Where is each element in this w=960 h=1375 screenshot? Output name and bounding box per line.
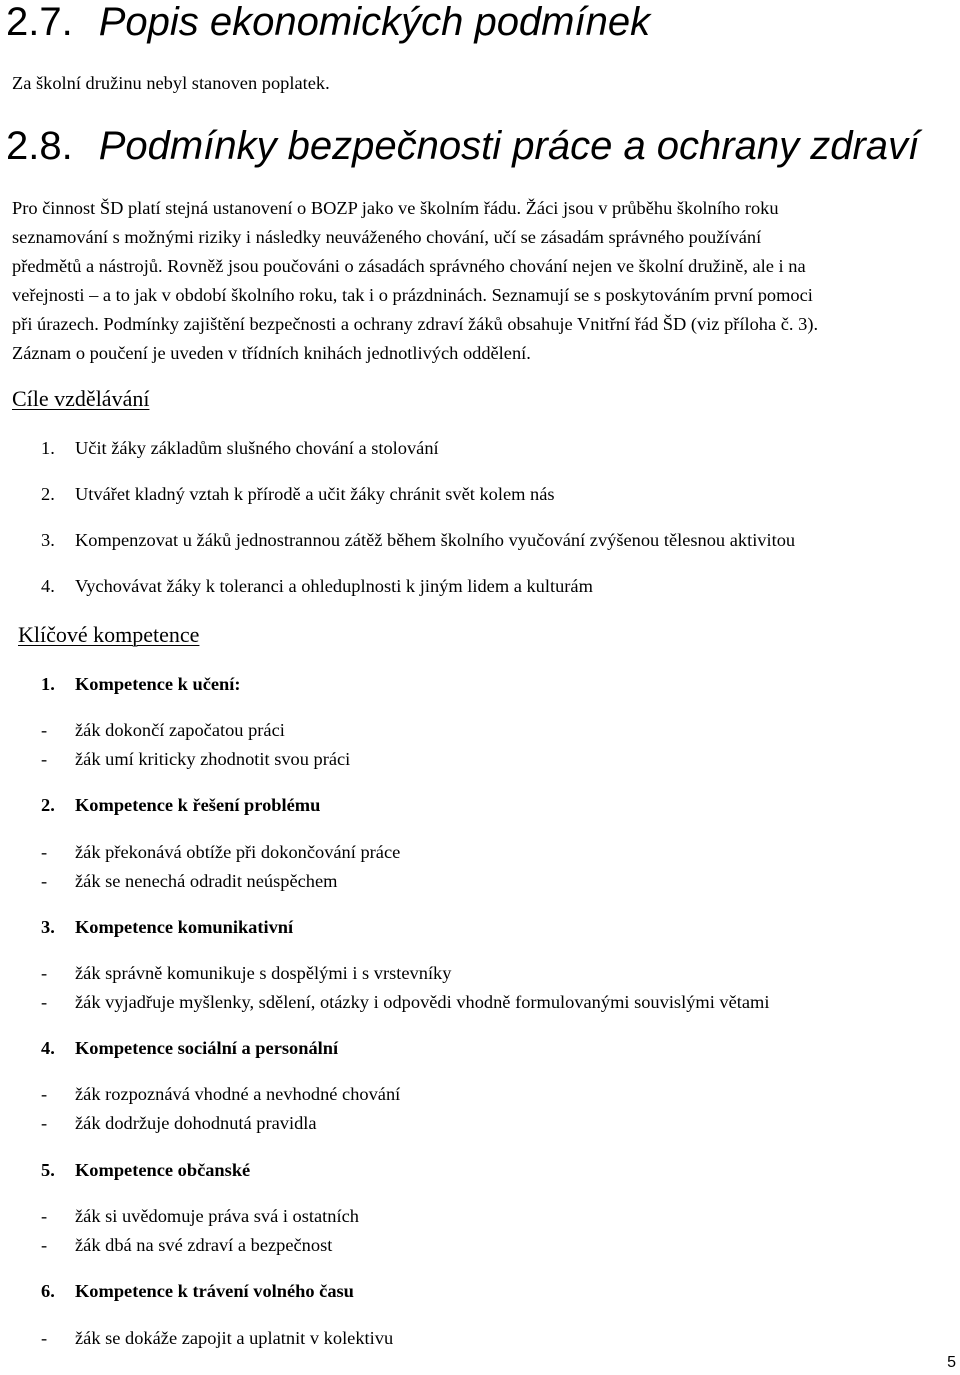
goal-number: 3. [41,530,55,550]
goal-text: Utvářet kladný vztah k přírodě a učit žáky chránit svět kolem nás [75,484,555,504]
bullet-dash: - [41,963,48,983]
paragraph-line: Záznam o poučení je uveden v třídních knihách jednotlivých oddělení. [12,343,531,363]
bullet-dash: - [41,720,48,740]
section-title: Popis ekonomických podmínek [98,0,651,44]
bullet-dash: - [41,871,48,891]
bullet-dash: - [41,1113,48,1133]
goal-text: Učit žáky základům slušného chování a stolování [75,438,439,458]
bullet-dash: - [41,1328,48,1348]
goal-number: 2. [41,484,55,504]
section-number: 2.8. [6,124,73,168]
goals-heading: Cíle vzdělávání [12,386,150,411]
section-title: Podmínky bezpečnosti práce a ochrany zdraví [98,124,920,168]
section-heading-2-8 [6,124,919,168]
page-number: 5 [947,1354,956,1371]
paragraph-line: seznamování s možnými riziky i následky neuváženého chování, učí se zásadám správného používání [12,227,762,247]
competences-heading: Klíčové kompetence [18,622,200,647]
section-number: 2.7. [6,0,73,44]
bullet-dash: - [41,842,48,862]
paragraph-line: při úrazech. Podmínky zajištění bezpečnosti a ochrany zdraví žáků obsahuje Vnitřní řád ŠD (viz příloha č. 3). [12,314,819,334]
paragraph-line: předmětů a nástrojů. Rovněž jsou poučováni o zásadách správného chování nejen ve školní družině, ale i na [12,256,806,276]
goal-text: Kompenzovat u žáků jednostrannou zátěž během školního vyučování zvýšenou tělesnou aktivitou [75,530,796,550]
goal-text: Vychovávat žáky k toleranci a ohleduplnosti k jiným lidem a kulturám [75,576,593,596]
section-text: Za školní družinu nebyl stanoven poplatek. [12,73,330,93]
bullet-dash: - [41,749,48,769]
bullet-dash: - [41,1235,48,1255]
bullet-dash: - [41,992,48,1012]
bullet-dash: - [41,1084,48,1104]
section-heading-2-7 [6,0,650,44]
goal-number: 1. [41,438,55,458]
goal-number: 4. [41,576,55,596]
bullet-dash: - [41,1206,48,1226]
paragraph-line: veřejnosti – a to jak v období školního roku, tak i o prázdninách. Seznamují se s poskytováním první pomoci [12,285,813,305]
paragraph-line: Pro činnost ŠD platí stejná ustanovení o BOZP jako ve školním řádu. Žáci jsou v průběhu školního roku [12,198,779,218]
